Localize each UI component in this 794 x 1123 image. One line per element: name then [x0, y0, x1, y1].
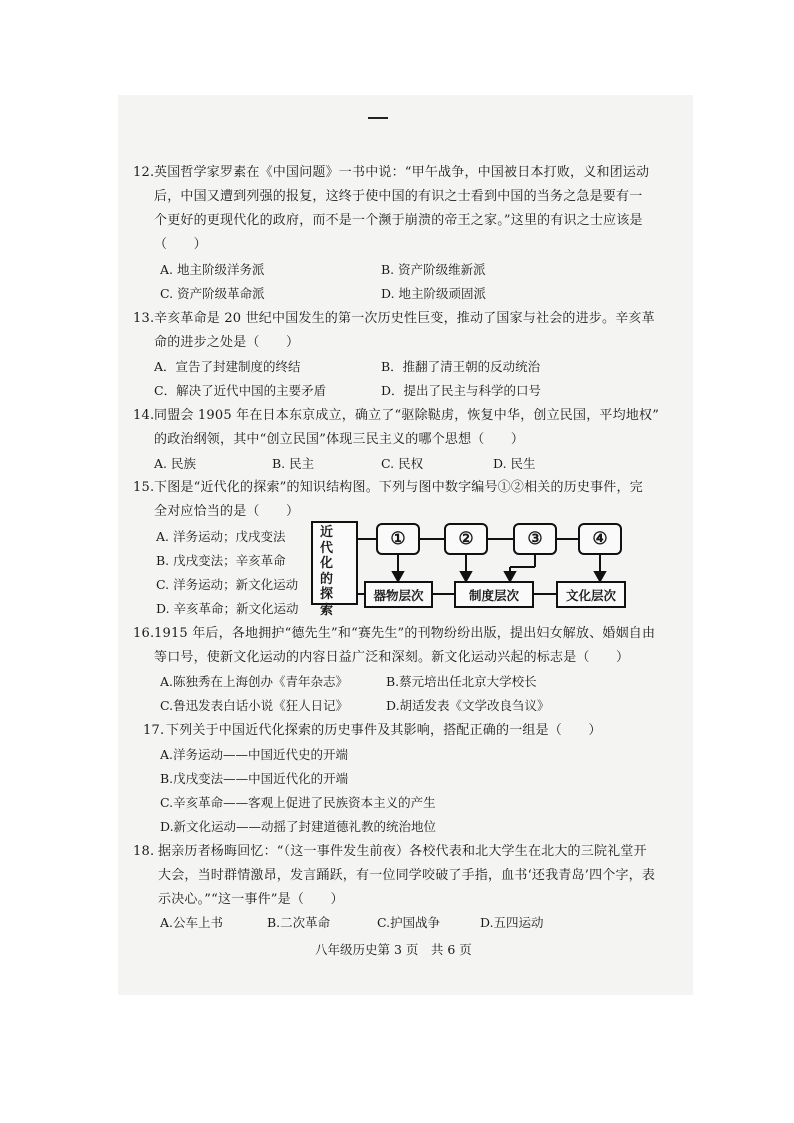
diagram-connector: [420, 538, 444, 540]
q13-option-b[interactable]: B．推翻了清王朝的反动统治: [381, 359, 541, 374]
q15-option-d[interactable]: D. 辛亥革命；新文化运动: [156, 601, 299, 616]
q15-option-b[interactable]: B. 戊戌变法；辛亥革命: [156, 553, 286, 568]
q12-line-4: （ ）: [154, 237, 207, 252]
q14-option-a[interactable]: A. 民族: [154, 456, 196, 471]
q18-option-b[interactable]: B.二次革命: [267, 915, 331, 930]
q14-option-c[interactable]: C. 民权: [381, 456, 424, 471]
q15-line-1: 下图是“近代化的探索”的知识结构图。下列与图中数字编号①②相关的历史事件，完: [154, 480, 643, 495]
diagram-node-4: ④: [578, 523, 622, 555]
q13-number: 13.: [133, 311, 155, 326]
q16-number: 16.: [133, 626, 155, 641]
q18-line-3: 示决心。”“这一事件”是（ ）: [158, 892, 344, 907]
q13-option-a[interactable]: A．宣告了封建制度的终结: [154, 359, 301, 374]
diagram-node-3: ③: [513, 523, 557, 555]
q12-option-a[interactable]: A. 地主阶级洋务派: [160, 262, 265, 277]
q14-option-d[interactable]: D. 民生: [493, 456, 536, 471]
q16-line-1: 1915 年后，各地拥护“德先生”和“赛先生”的刊物纷纷出版，提出妇女解放、婚姻自由: [154, 626, 656, 641]
q12-option-c[interactable]: C. 资产阶级革命派: [160, 286, 265, 301]
q18-option-d[interactable]: D.五四运动: [480, 915, 544, 930]
diagram-connector: [358, 538, 376, 540]
q13-option-d[interactable]: D．提出了民主与科学的口号: [381, 383, 542, 398]
q13-line-1: 辛亥革命是 20 世纪中国发生的第一次历史性巨变，推动了国家与社会的进步。辛亥革: [154, 311, 655, 326]
q17-option-c[interactable]: C.辛亥革命——客观上促进了民族资本主义的产生: [160, 795, 436, 810]
q16-option-b[interactable]: B.蔡元培出任北京大学校长: [386, 674, 537, 689]
q12-option-b[interactable]: B. 资产阶级维新派: [381, 262, 486, 277]
diagram-level-institution: 制度层次: [454, 581, 534, 608]
q17-option-d[interactable]: D.新文化运动——动摇了封建道德礼教的统治地位: [160, 819, 437, 834]
q15-number: 15.: [133, 480, 155, 495]
diagram-node-1: ①: [376, 523, 420, 555]
page-footer: 八年级历史第 3 页 共 6 页: [315, 942, 472, 957]
q12-option-d[interactable]: D. 地主阶级顽固派: [381, 286, 487, 301]
q15-option-a[interactable]: A. 洋务运动；戊戌变法: [156, 529, 286, 544]
q12-line-2: 后，中国又遭到列强的报复，这终于使中国的有识之士看到中国的当务之急是要有一: [154, 189, 643, 204]
q18-option-c[interactable]: C.护国战争: [377, 915, 441, 930]
diagram-vertical-label: 近代化的探索: [320, 525, 334, 618]
q17-option-b[interactable]: B.戊戌变法——中国近代化的开端: [160, 771, 349, 786]
q14-line-2: 的政治纲领，其中“创立民国”体现三民主义的哪个思想（ ）: [154, 432, 525, 447]
q12-number: 12.: [133, 165, 155, 180]
q17-number: 17.: [143, 723, 165, 738]
top-mark: [368, 117, 388, 119]
q17-option-a[interactable]: A.洋务运动——中国近代史的开端: [160, 747, 349, 762]
q14-line-1: 同盟会 1905 年在日本东京成立，确立了“驱除鞑虏，恢复中华，创立民国，平均地权”: [154, 408, 660, 423]
q14-option-b[interactable]: B. 民主: [272, 456, 315, 471]
diagram-connector: [433, 593, 454, 595]
q13-line-2: 命的进步之处是（ ）: [154, 335, 300, 350]
q12-line-1: 英国哲学家罗素在《中国问题》一书中说：“甲午战争，中国被日本打败，义和团运动: [154, 165, 650, 180]
q14-number: 14.: [133, 408, 155, 423]
q15-line-2: 全对应恰当的是（ ）: [154, 504, 300, 519]
diagram-connector: [534, 593, 556, 595]
q16-option-d[interactable]: D.胡适发表《文学改良刍议》: [386, 698, 550, 713]
q18-line-1: 据亲历者杨晦回忆：“（这一事件发生前夜）各校代表和北大学生在北大的三院礼堂开: [158, 844, 647, 859]
diagram-connector: [557, 538, 578, 540]
q15-option-c[interactable]: C. 洋务运动；新文化运动: [156, 577, 299, 592]
q16-line-2: 等口号，使新文化运动的内容日益广泛和深刻。新文化运动兴起的标志是（ ）: [154, 650, 630, 665]
diagram-level-culture: 文化层次: [556, 581, 626, 608]
q18-line-2: 大会，当时群情激昂，发言踊跃，有一位同学咬破了手指，血书‘还我青岛’四个字，表: [158, 868, 656, 883]
diagram-connector: [488, 538, 513, 540]
q16-option-a[interactable]: A.陈独秀在上海创办《青年杂志》: [160, 674, 349, 689]
q16-option-c[interactable]: C.鲁迅发表白话小说《狂人日记》: [160, 698, 349, 713]
q13-option-c[interactable]: C．解决了近代中国的主要矛盾: [154, 383, 327, 398]
q18-option-a[interactable]: A.公车上书: [160, 915, 224, 930]
q18-number: 18.: [133, 844, 155, 859]
diagram-node-2: ②: [444, 523, 488, 555]
diagram-level-artifact: 器物层次: [364, 581, 433, 608]
q17-line-1: 下列关于中国近代化探索的历史事件及其影响，搭配正确的一组是（ ）: [166, 723, 602, 738]
diagram-vertical-label-box: [311, 521, 358, 618]
q12-line-3: 个更好的更现代化的政府，而不是一个濒于崩溃的帝王之家。”这里的有识之士应该是: [154, 213, 643, 228]
